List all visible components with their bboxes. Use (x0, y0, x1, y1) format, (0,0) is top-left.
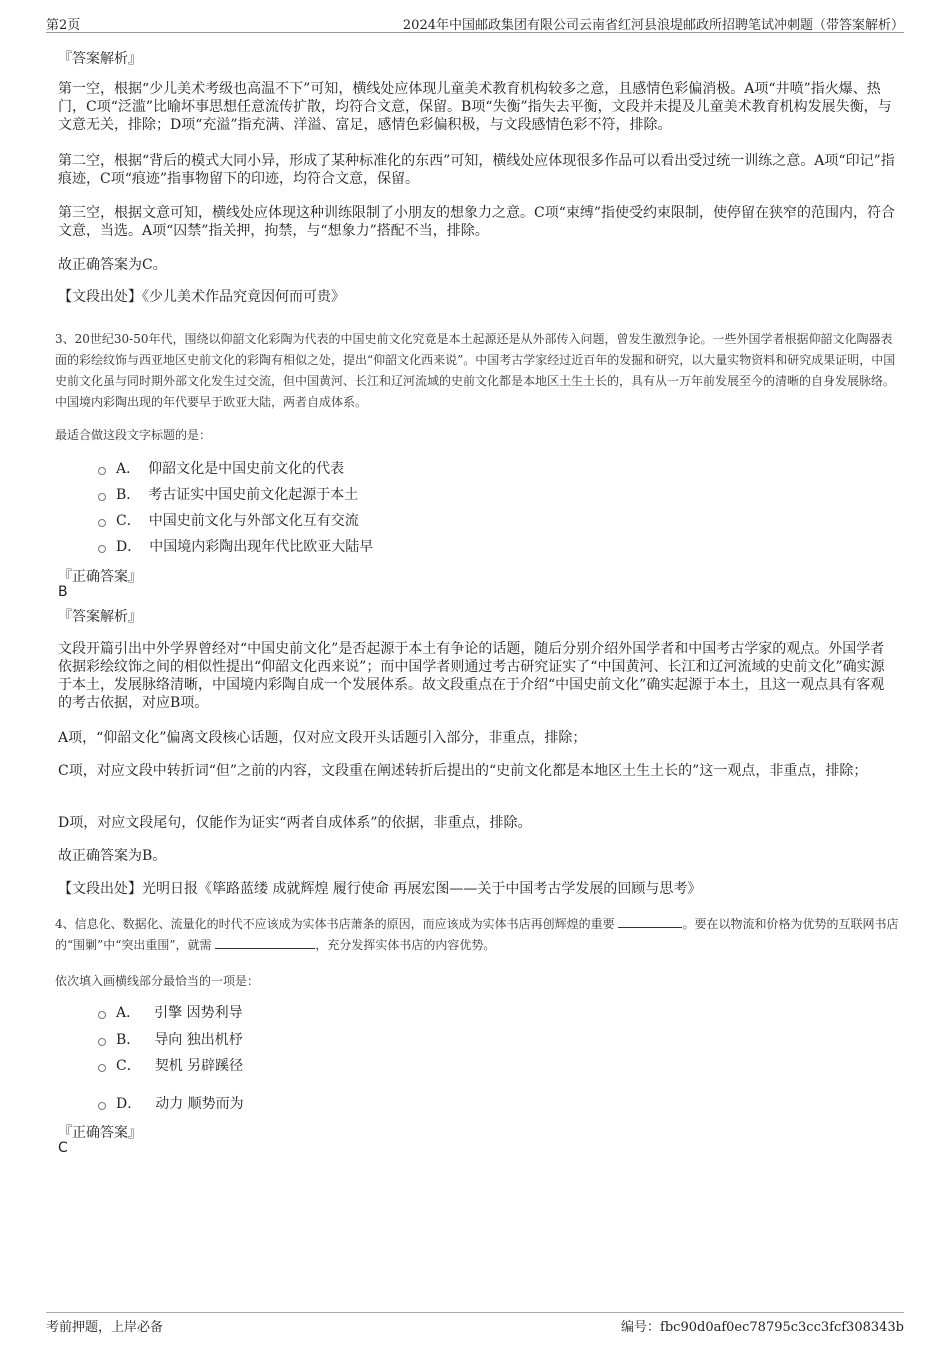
document-id: 编号：fbc90d0af0ec78795c3cc3fcf308343b (621, 1320, 904, 1335)
correct-answer: C (58, 1140, 68, 1156)
radio-button[interactable] (98, 1064, 106, 1072)
page-number: 第2页 (46, 18, 81, 33)
option-text: 仰韶文化是中国史前文化的代表 (148, 461, 345, 477)
radio-button[interactable] (98, 1102, 106, 1110)
stem-part-2: 。要在以物流和价格为优势的互联网书店的“围剿”中“突出重围”，就需 (55, 917, 899, 952)
page-header (46, 12, 904, 33)
analysis-option-d: D项，对应文段尾句，仅能作为证实“两者自成体系”的依据，非重点，排除。 (58, 815, 532, 831)
option-c[interactable] (98, 511, 359, 531)
option-letter: C． (116, 513, 141, 529)
analysis-paragraph: 第二空，根据“背后的模式大同小异，形成了某种标准化的东西”可知，横线处应体现很多作品可以看出受过统一训练之意。A项“印记”指痕迹，C项“痕迹”指事物留下的印迹，均符合文意，保留。 (58, 153, 895, 187)
stem-part-3: ，充分发挥实体书店的内容优势。 (315, 938, 496, 952)
option-text: 考古证实中国史前文化起源于本土 (148, 487, 359, 503)
correct-answer: B (58, 584, 68, 600)
option-d[interactable] (98, 537, 373, 557)
source-citation: 【文段出处】光明日报《筚路蓝缕 成就辉煌 履行使命 再展宏图——关于中国考古学发展的回顾与思考》 (58, 881, 702, 897)
correct-answer-label: 『正确答案』 (58, 569, 142, 585)
analysis-paragraph: 文段开篇引出中外学界曾经对“中国史前文化”是否起源于本土有争论的话题，随后分别介绍外国学者和中国考古学家的观点。外国学者依据彩绘纹饰之间的相似性提出“仰韶文化西来说”；而中国学者则通过考古研究证实了“中国黄河、长江和辽河流域的史前文化”确实源于本土，发展脉络清晰，中国境内彩陶自成一个发展体系。故文段重点在于介绍“中国史前文化”确实起源于本土，且这一观点具有客观的考古依据，对应B项。 (58, 641, 885, 711)
conclusion-text: 故正确答案为C。 (58, 257, 167, 273)
question-prompt: 最适合做这段文字标题的是： (55, 428, 212, 442)
option-a[interactable] (98, 1003, 243, 1023)
option-letter: D． (116, 539, 142, 555)
option-text: 导向 独出机杼 (154, 1032, 243, 1048)
blank-line-1 (618, 915, 682, 928)
option-letter: A． (116, 461, 141, 477)
analysis-label: 『答案解析』 (58, 51, 142, 67)
source-citation: 【文段出处】《少儿美术作品究竟因何而可贵》 (58, 289, 345, 305)
blank-line-2 (215, 936, 315, 949)
option-letter: C． (116, 1058, 141, 1074)
analysis-paragraph: 第三空，根据文意可知，横线处应体现这种训练限制了小朋友的想象力之意。C项“束缚”指使受约束限制，使停留在狭窄的范围内，符合文意，当选。A项“囚禁”指关押，拘禁，与“想象力”搭配不当，排除。 (58, 205, 896, 239)
option-c[interactable] (98, 1056, 243, 1076)
option-text: 契机 另辟蹊径 (154, 1058, 244, 1074)
question-stem: 3、20世纪30-50年代，围绕以仰韶文化彩陶为代表的中国史前文化究竟是本土起源还是从外部传入问题，曾发生激烈争论。一些外国学者根据仰韶文化陶器表面的彩绘纹饰与西亚地区史前文化的彩陶有相似之处，提出“仰韶文化西来说”。中国考古学家经过近百年的发掘和研究，以大量实物资料和研究成果证明，中国史前文化虽与同时期外部文化发生过交流，但中国黄河、长江和辽河流域的史前文化都是本地区土生土长的，具有从一万年前发展至今的清晰的自身发展脉络。中国境内彩陶出现的年代要早于欧亚大陆，两者自成体系。 (55, 332, 896, 409)
correct-answer-label: 『正确答案』 (58, 1125, 142, 1141)
analysis-option-a: A项，“仰韶文化”偏离文段核心话题，仅对应文段开头话题引入部分，非重点，排除； (58, 730, 587, 746)
option-text: 中国史前文化与外部文化互有交流 (148, 513, 359, 529)
option-text: 动力 顺势而为 (155, 1096, 244, 1112)
radio-button[interactable] (98, 1038, 106, 1046)
stem-part-1: 4、信息化、数据化、流量化的时代不应该成为实体书店萧条的原因，而应该成为实体书店再创辉煌的重要 (55, 917, 619, 931)
radio-button[interactable] (98, 493, 106, 501)
option-b[interactable] (98, 1030, 243, 1050)
radio-button[interactable] (98, 519, 106, 527)
question-prompt: 依次填入画横线部分最恰当的一项是： (55, 974, 260, 988)
option-text: 引擎 因势利导 (154, 1005, 243, 1021)
option-b[interactable] (98, 485, 358, 505)
footer-slogan: 考前押题，上岸必备 (46, 1320, 164, 1335)
analysis-paragraph: 第一空，根据“少儿美术考级也高温不下”可知，横线处应体现儿童美术教育机构较多之意，且感情色彩偏消极。A项“井喷”指火爆、热门，C项“泛滥”比喻坏事思想任意流传扩散，均符合文意，保留。B项“失衡”指失去平衡，文段并未提及儿童美术教育机构发展失衡，与文意无关，排除；D项“充溢”指充满、洋溢、富足，感情色彩偏积极，与文段感情色彩不符，排除。 (58, 81, 892, 133)
option-a[interactable] (98, 459, 344, 479)
option-letter: B． (116, 1032, 141, 1048)
conclusion-text: 故正确答案为B。 (58, 848, 167, 864)
radio-button[interactable] (98, 467, 106, 475)
question-stem (55, 914, 900, 956)
option-letter: D． (116, 1096, 142, 1112)
option-letter: A． (116, 1005, 141, 1021)
page-footer (46, 1312, 904, 1333)
document-title: 2024年中国邮政集团有限公司云南省红河县浪堤邮政所招聘笔试冲刺题（带答案解析） (402, 18, 904, 33)
option-letter: B． (116, 487, 141, 503)
option-d[interactable] (98, 1094, 244, 1114)
option-text: 中国境内彩陶出现年代比欧亚大陆早 (149, 539, 374, 555)
analysis-option-c: C项，对应文段中转折词“但”之前的内容，文段重在阐述转折后提出的“史前文化都是本地区土生土长的”这一观点，非重点，排除； (58, 763, 868, 779)
radio-button[interactable] (98, 545, 106, 553)
radio-button[interactable] (98, 1011, 106, 1019)
analysis-label: 『答案解析』 (58, 609, 142, 625)
